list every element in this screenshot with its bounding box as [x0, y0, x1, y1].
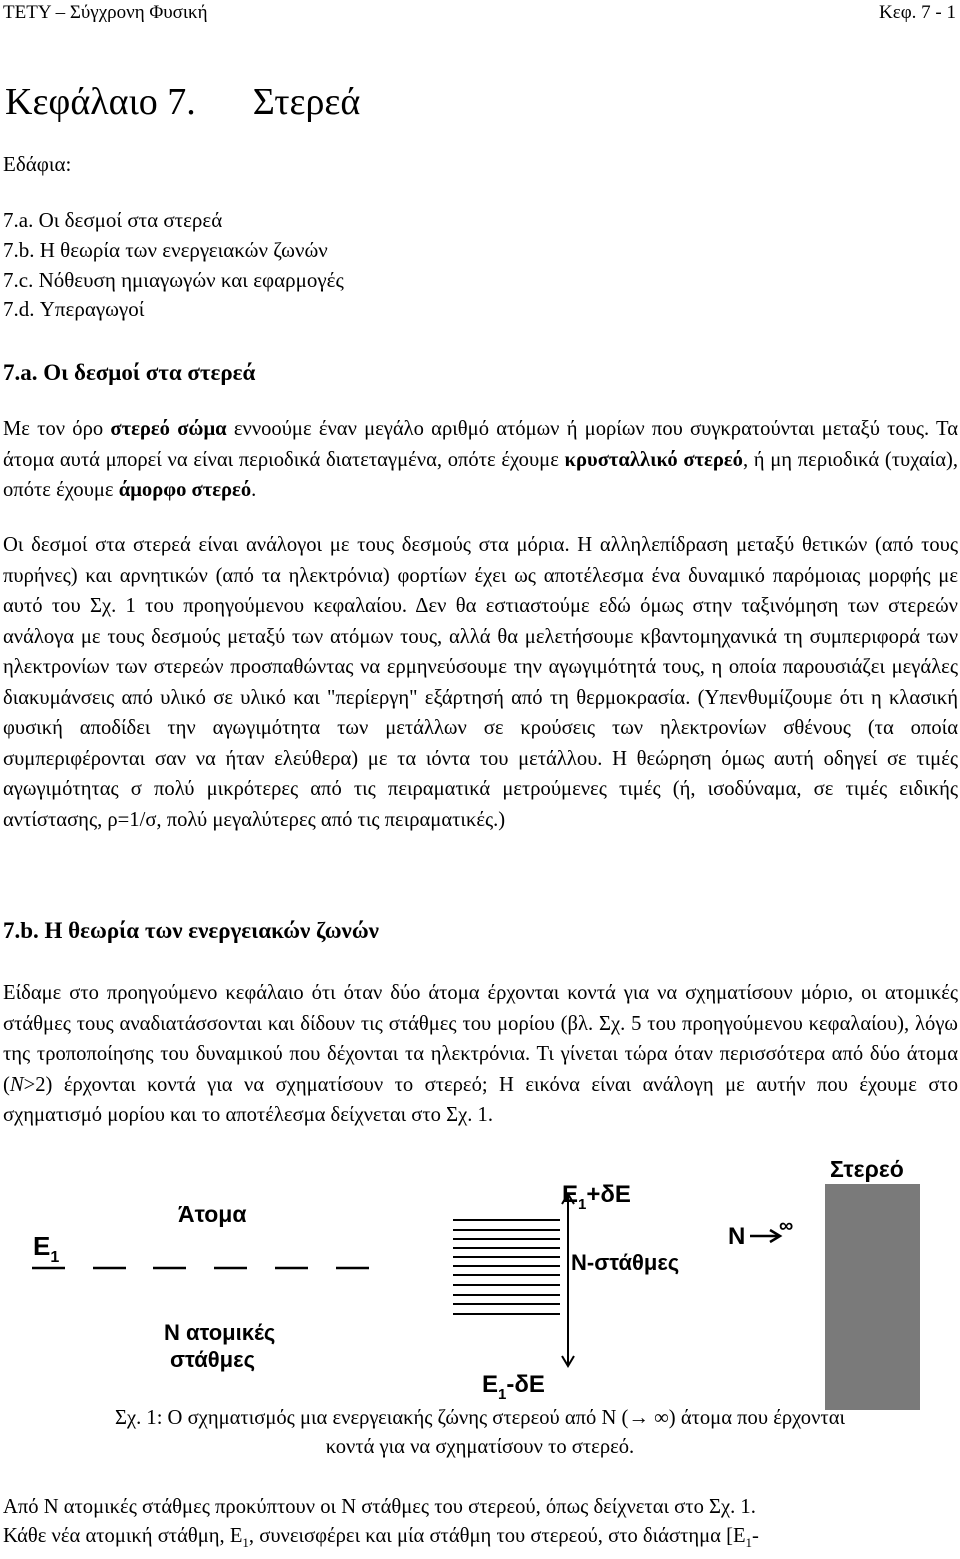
toc-item: 7.a. Οι δεσμοί στα στερεά — [3, 208, 223, 232]
chapter-title: Κεφάλαιο 7. Στερεά — [5, 81, 361, 123]
toc-item: 7.c. Νόθευση ημιαγωγών και εφαρμογές — [3, 268, 344, 292]
toc-item: 7.b. Η θεωρία των ενεργειακών ζωνών — [3, 238, 328, 262]
figure-label-n-levels: στάθμες — [170, 1347, 256, 1372]
solid-block — [825, 1184, 920, 1410]
figure-label-bottom-energy: $E_1-\delta E$ — [482, 1371, 545, 1403]
figure-caption: Σχ. 1: Ο σχηματισμός μια ενεργειακής ζώνης στερεού από Ν (→ ∞) άτομα που έρχονται — [114, 1407, 846, 1429]
energy-band-figure — [0, 1152, 960, 1410]
figure-label-top-energy: $E_1+\delta E$ — [562, 1181, 631, 1213]
toc-item: 7.d. Υπεραγωγοί — [3, 297, 145, 321]
band-levels — [453, 1220, 560, 1314]
paragraph: Οι δεσμοί στα στερεά είναι ανάλογοι με τους δεσμούς στα μόρια. Η αλληλεπίδραση μεταξύ θετικών (από τους πυρήνες) και αρνητικών (από τα ηλεκτρόνια) φορτίων έχει ως αποτέλεσμα ένα δυναμικό παρόμοιας μορφής με αυτό του Σχ. 1 του προηγούμενου κεφαλαίου. Δεν θα εστιαστούμε εδώ όμως στην ταξινόμηση των στερεών ανάλογα με τους δεσμούς μεταξύ των ατόμων τους, αλλά θα μελετήσουμε κβαντομηχανικά τη συμπεριφορά των ηλεκτρονίων των στερεών προσπαθώντας να ερμηνεύσουμε την αγωγιμότητά τους, η οποία παρουσιάζει μεγάλες διακυμάνσεις από υλικό σε υλικό και "περίεργη" εξάρτησή από τη θερμοκρασία. (Υπενθυμίζουμε ότι η κλασική φυσική αποδίδει την αγωγιμότητα των μετάλλων σε κρούσεις των ηλεκτρονίων σθένους (τα οποία συμπεριφέρονται σαν να ήταν ελεύθερα) με τα ιόντα του μετάλλου. Η θεώρηση όμως αυτή οδηγεί σε τιμές αγωγιμότητας σ πολύ μικρότερες από τις πειραματικά μετρούμενες τιμές (ή, ισοδύναμα, σε τιμές ειδικής αντίστασης, ρ=1/σ, πολύ μεγαλύτερες από τις πειραματικές.) — [3, 534, 958, 831]
running-header-title: ΤΕΤΥ – Σύγχρονη Φυσική — [3, 2, 208, 23]
paragraph: Με τον όρο στερεό σώμα εννοούμε έναν μεγάλο αριθμό ατόμων ή μορίων που συγκρατούνται μεταξύ τους. Τα άτομα αυτά μπορεί να είναι περιοδικά διατεταγμένα, οπότε έχουμε κρυσταλλικό στερεό, ή μη περιοδικά (τυχαία), οπότε έχουμε άμορφο στερεό. — [3, 418, 959, 501]
figure-label-n-levels: N ατομικές — [164, 1320, 276, 1345]
band-width-arrow — [562, 1194, 574, 1366]
section-heading: 7.b. Η θεωρία των ενεργειακών ζωνών — [3, 918, 379, 943]
paragraph: Από Ν ατομικές στάθμες προκύπτουν οι Ν στάθμες του στερεού, όπως δείχνεται στο Σχ. 1. — [3, 1496, 756, 1518]
figure-caption: κοντά για να σχηματίσουν το στερεό. — [325, 1436, 635, 1458]
n-to-infinity-arrow — [750, 1230, 780, 1242]
figure-label-e1: $E_1$ — [33, 1231, 60, 1266]
figure-label-n: N — [728, 1223, 746, 1250]
figure-label-solid: Στερεό — [830, 1156, 904, 1182]
paragraph: Είδαμε στο προηγούμενο κεφάλαιο ότι όταν δύο άτομα έρχονται κοντά για να σχηματίσουν μόριο, οι ατομικές στάθμες τους αναδιατάσσονται και δίδουν τις στάθμες του μορίου (βλ. Σχ. 5 του προηγούμενου κεφαλαίου), λόγω της τροποποίησης του δυναμικού που δέχονται τα ηλεκτρόνια. Τι γίνεται τώρα όταν περισσότερα από δύο άτομα (N>2) έρχονται κοντά για να σχηματίσουν το στερεό; Η εικόνα είναι ανάλογη με αυτήν που έχουμε στο σχηματισμό μορίου και το αποτέλεσμα δείχνεται στο Σχ. 1. — [3, 982, 958, 1126]
section-heading: 7.a. Οι δεσμοί στα στερεά — [3, 360, 256, 385]
toc-heading: Εδάφια: — [3, 152, 72, 176]
running-header-page: Κεφ. 7 - 1 — [879, 2, 956, 23]
paragraph: Κάθε νέα ατομική στάθμη, $E_1$, συνεισφέρει και μία στάθμη του στερεού, στο διάστημα [$E_1-$ — [3, 1525, 759, 1551]
figure-label-infinity: ∞ — [779, 1215, 794, 1237]
figure-label-atoms: Άτομα — [178, 1201, 247, 1227]
figure-label-n-stathmes: N-στάθμες — [571, 1250, 680, 1275]
